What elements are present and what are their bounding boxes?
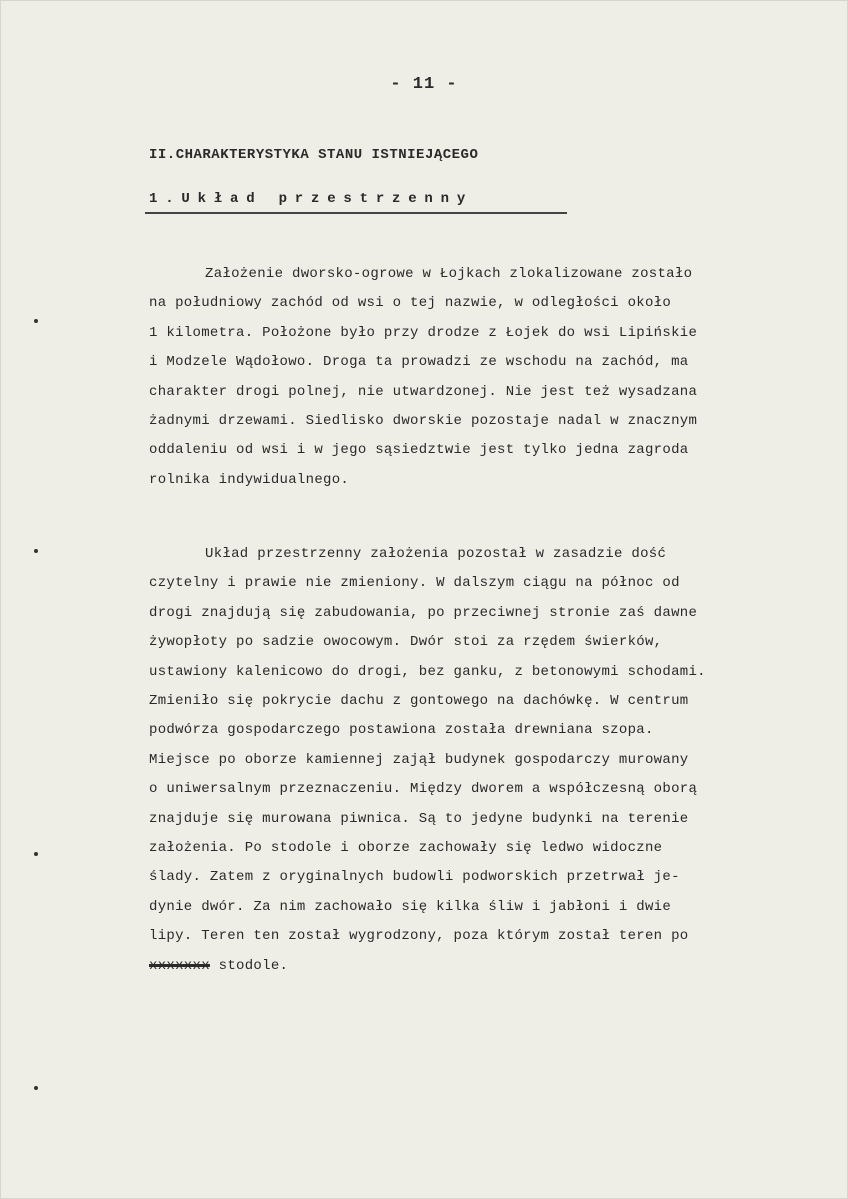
text-line: Układ przestrzenny założenia pozostał w zasadzie dość: [205, 546, 667, 562]
margin-dot: [34, 319, 38, 323]
text-line: charakter drogi polnej, nie utwardzonej. Nie jest też wysadzana: [149, 383, 698, 400]
margin-dot: [34, 1086, 38, 1090]
text-line: Zmieniło się pokrycie dachu z gontowego na dachówkę. W centrum: [149, 693, 689, 710]
text-line: żadnymi drzewami. Siedlisko dworskie pozostaje nadal w znacznym: [149, 413, 698, 430]
text-line: ustawiony kalenicowo do drogi, bez ganku, z betonowymi schodami.: [149, 663, 706, 680]
text-line: lipy. Teren ten został wygrodzony, poza którym został teren po: [149, 928, 689, 945]
text-line: dynie dwór. Za nim zachowało się kilka śliw i jabłoni i dwie: [149, 898, 672, 915]
text-line: rolnika indywidualnego.: [149, 471, 350, 488]
text-line: na południowy zachód od wsi o tej nazwie, w odległości około: [149, 295, 672, 312]
heading-underline: [145, 212, 567, 214]
subsection-heading: 1.Układ przestrzenny: [149, 191, 474, 207]
text-line: znajduje się murowana piwnica. Są to jedyne budynki na terenie: [149, 810, 689, 827]
text-line: założenia. Po stodole i oborze zachowały się ledwo widoczne: [149, 840, 663, 857]
text-line: ślady. Zatem z oryginalnych budowli podworskich przetrwał je-: [149, 869, 680, 886]
last-word: stodole.: [218, 957, 289, 974]
text-line: czytelny i prawie nie zmieniony. W dalszym ciągu na północ od: [149, 575, 680, 592]
section-heading: II.CHARAKTERYSTYKA STANU ISTNIEJĄCEGO: [149, 147, 479, 163]
text-line: Założenie dworsko-ogrowe w Łojkach zlokalizowane zostało: [205, 266, 693, 282]
text-line: i Modzele Wądołowo. Droga ta prowadzi ze wschodu na zachód, ma: [149, 354, 689, 371]
text-line: Miejsce po oborze kamiennej zajął budynek gospodarczy murowany: [149, 751, 689, 768]
text-line: drogi znajdują się zabudowania, po przeciwnej stronie zaś dawne: [149, 604, 698, 621]
margin-dot: [34, 549, 38, 553]
paragraph-2: [149, 540, 819, 981]
text-line-last: [149, 952, 819, 981]
text-line: o uniwersalnym przeznaczeniu. Między dworem a współczesną oborą: [149, 781, 698, 798]
text-line: podwórza gospodarczego postawiona została drewniana szopa.: [149, 722, 654, 739]
text-line: 1 kilometra. Położone było przy drodze z Łojek do wsi Lipińskie: [149, 324, 698, 341]
text-line: oddaleniu od wsi i w jego sąsiedztwie jest tylko jedna zagroda: [149, 442, 689, 459]
struck-out-word: xxxxxxx: [149, 957, 210, 974]
text-line: żywopłoty po sadzie owocowym. Dwór stoi za rzędem świerków,: [149, 634, 663, 651]
paragraph-1: [149, 260, 819, 495]
page-number: - 11 -: [390, 75, 458, 94]
margin-dot: [34, 852, 38, 856]
